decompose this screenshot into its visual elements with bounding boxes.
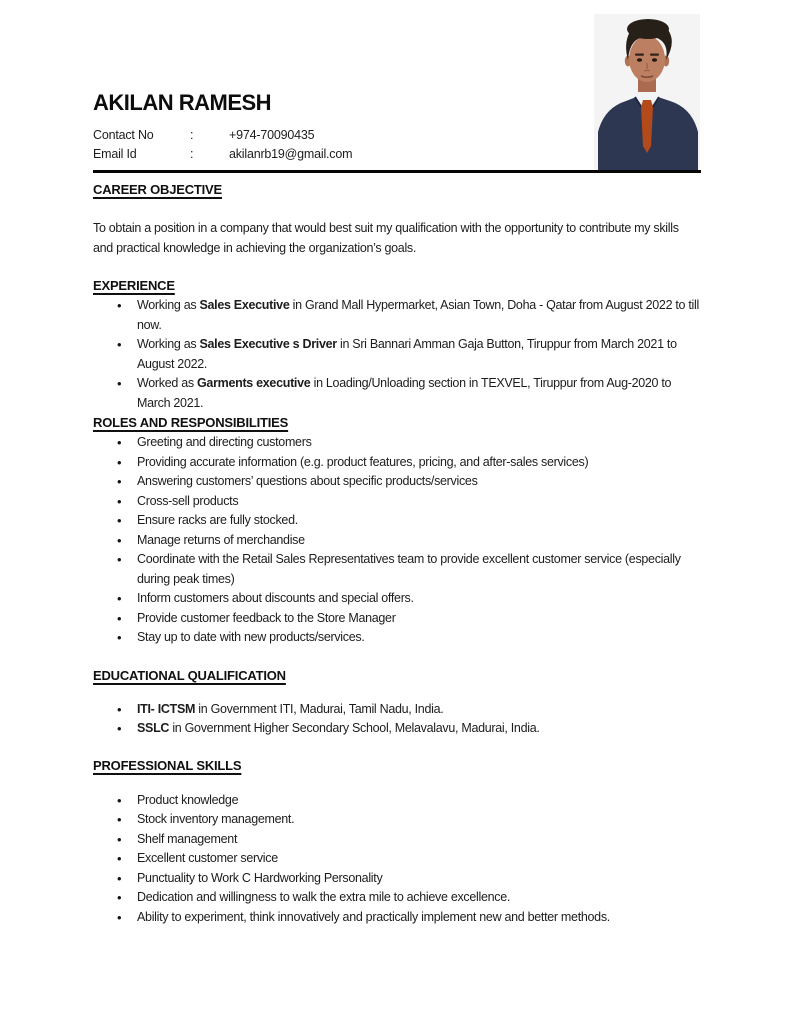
- contact-phone-label: Contact No: [93, 128, 154, 142]
- section-professional-skills: [93, 758, 701, 928]
- experience-list: [93, 296, 701, 413]
- experience-item-post: in Grand Mall Hypermarket, Asian Town, Doha - Qatar from August 2022 to till now.: [137, 298, 699, 332]
- contact-email-separator: :: [190, 147, 194, 161]
- career-objective-heading: CAREER OBJECTIVE: [93, 182, 222, 197]
- section-roles-responsibilities: [93, 415, 701, 648]
- eyebrow-right: [650, 54, 659, 56]
- roles-item: • Coordinate with the Retail Sales Representatives team to provide excellent customer service (especially during peak times): [137, 550, 701, 589]
- face-shape: [629, 36, 665, 82]
- roles-heading: ROLES AND RESPONSIBILITIES: [93, 415, 289, 430]
- skills-item: • Stock inventory management.: [137, 810, 701, 830]
- experience-item-pre: Working as: [137, 298, 200, 312]
- experience-item: [137, 335, 701, 374]
- skills-item: • Product knowledge: [137, 791, 701, 811]
- education-item-degree: SSLC: [137, 721, 170, 735]
- education-item: [137, 700, 701, 720]
- contact-email-label: Email Id: [93, 147, 137, 161]
- experience-item-pre: Worked as: [137, 376, 197, 390]
- roles-item: • Providing accurate information (e.g. product features, pricing, and after-sales services): [137, 453, 701, 473]
- roles-list: [93, 433, 701, 648]
- skills-item: • Ability to experiment, think innovatively and practically implement new and better methods.: [137, 908, 701, 928]
- experience-heading: EXPERIENCE: [93, 278, 175, 293]
- skills-list: [93, 791, 701, 928]
- roles-item: • Ensure racks are fully stocked.: [137, 511, 701, 531]
- applicant-name: AKILAN RAMESH: [93, 90, 272, 115]
- experience-item-role: Sales Executive: [199, 298, 290, 312]
- experience-item: [137, 296, 701, 335]
- roles-item: • Stay up to date with new products/services.: [137, 628, 701, 648]
- skills-item: • Shelf management: [137, 830, 701, 850]
- education-list: [93, 700, 701, 739]
- education-item-degree: ITI- ICTSM: [137, 701, 196, 716]
- contact-phone-separator: :: [190, 128, 194, 142]
- skills-item: • Excellent customer service: [137, 849, 701, 869]
- roles-item: • Greeting and directing customers: [137, 433, 701, 453]
- roles-item: • Answering customers’ questions about specific products/services: [137, 472, 701, 492]
- header-divider: [93, 170, 701, 173]
- education-item-detail: in Government ITI, Madurai, Tamil Nadu, India.: [195, 701, 444, 716]
- eyebrow-left: [635, 54, 644, 56]
- experience-item-role: Garments executive: [197, 376, 311, 390]
- roles-item: • Inform customers about discounts and special offers.: [137, 589, 701, 609]
- roles-item: • Provide customer feedback to the Store Manager: [137, 609, 701, 629]
- contact-phone-value: +974-70090435: [229, 128, 315, 142]
- career-objective-text: To obtain a position in a company that would best suit my qualification with the opportunity to contribute my skills and practical knowledge in achieving the organization’s goals.: [93, 221, 679, 255]
- section-educational-qualification: [93, 668, 701, 739]
- section-career-objective: [93, 182, 701, 258]
- hair-top: [627, 19, 669, 39]
- skills-heading: PROFESSIONAL SKILLS: [93, 757, 242, 773]
- tie-knot: [641, 100, 653, 107]
- applicant-photo: [594, 14, 700, 173]
- education-item: [137, 719, 701, 739]
- section-experience: [93, 278, 701, 413]
- eye-left: [637, 58, 642, 61]
- skills-item: • Dedication and willingness to walk the extra mile to achieve excellence.: [137, 888, 701, 908]
- roles-item: • Manage returns of merchandise: [137, 531, 701, 551]
- experience-item-role: Sales Executive s Driver: [199, 337, 337, 351]
- experience-item-post: in Sri Bannari Amman Gaja Button, Tiruppur from March 2021 to August 2022.: [137, 337, 677, 371]
- experience-item-pre: Working as: [137, 337, 200, 351]
- roles-item: • Cross-sell products: [137, 492, 701, 512]
- contact-email-value: akilanrb19@gmail.com: [229, 147, 353, 161]
- experience-item-post: in Loading/Unloading section in TEXVEL, Tiruppur from Aug-2020 to March 2021.: [137, 376, 672, 410]
- education-item-detail: in Government Higher Secondary School, Melavalavu, Madurai, India.: [169, 721, 540, 735]
- education-heading: EDUCATIONAL QUALIFICATION: [93, 667, 286, 683]
- skills-item: • Punctuality to Work C Hardworking Personality: [137, 869, 701, 889]
- experience-item: [137, 374, 701, 413]
- eye-right: [652, 58, 657, 61]
